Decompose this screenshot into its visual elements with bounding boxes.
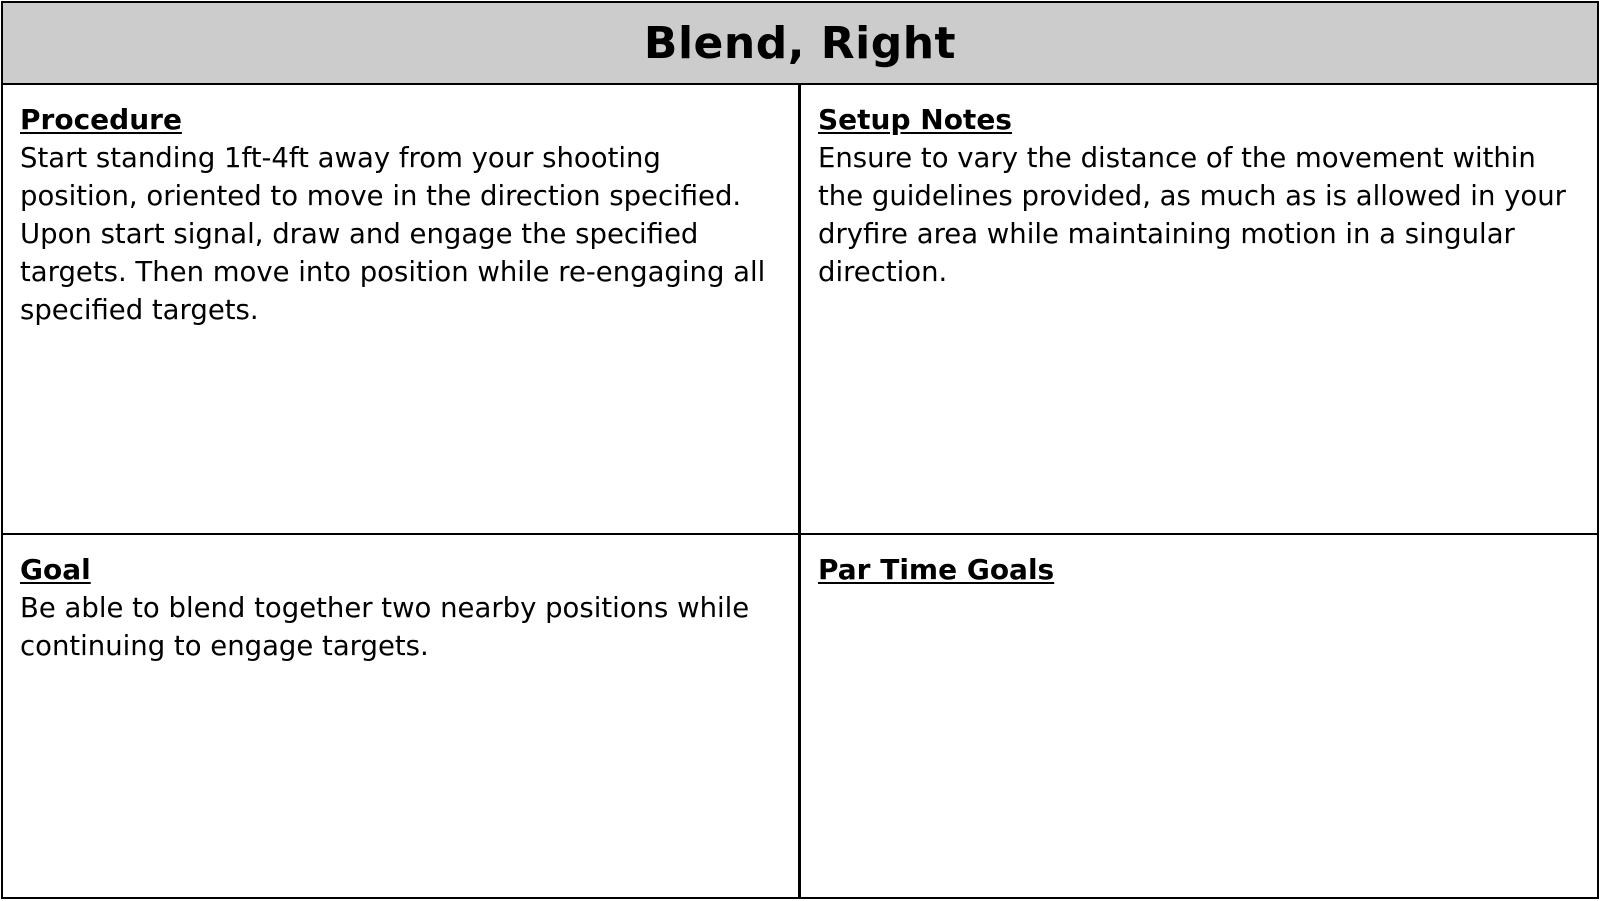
page-title: Blend, Right xyxy=(643,17,957,69)
title-bar xyxy=(3,3,1597,85)
drill-grid xyxy=(3,85,1597,897)
goal-text: Be able to blend together two nearby positions while continuing to engage targets. xyxy=(20,592,750,662)
setup-notes-text: Ensure to vary the distance of the movement within the guidelines provided, as much as is allowed in your dryfire area while maintaining motion in a singular direction. xyxy=(818,142,1566,288)
goal-section xyxy=(3,535,801,897)
setup-notes-heading: Setup Notes xyxy=(818,103,1012,136)
setup-notes-section xyxy=(801,85,1597,535)
par-time-goals-section xyxy=(801,535,1597,897)
par-time-goals-heading: Par Time Goals xyxy=(818,553,1055,586)
procedure-heading: Procedure xyxy=(20,103,182,136)
procedure-text: Start standing 1ft-4ft away from your shooting position, oriented to move in the direction specified. Upon start signal, draw and engage the specified targets. Then move into position while re-engaging all specified targets. xyxy=(20,142,766,326)
goal-heading: Goal xyxy=(20,553,91,586)
drill-card xyxy=(1,1,1599,899)
procedure-section xyxy=(3,85,801,535)
